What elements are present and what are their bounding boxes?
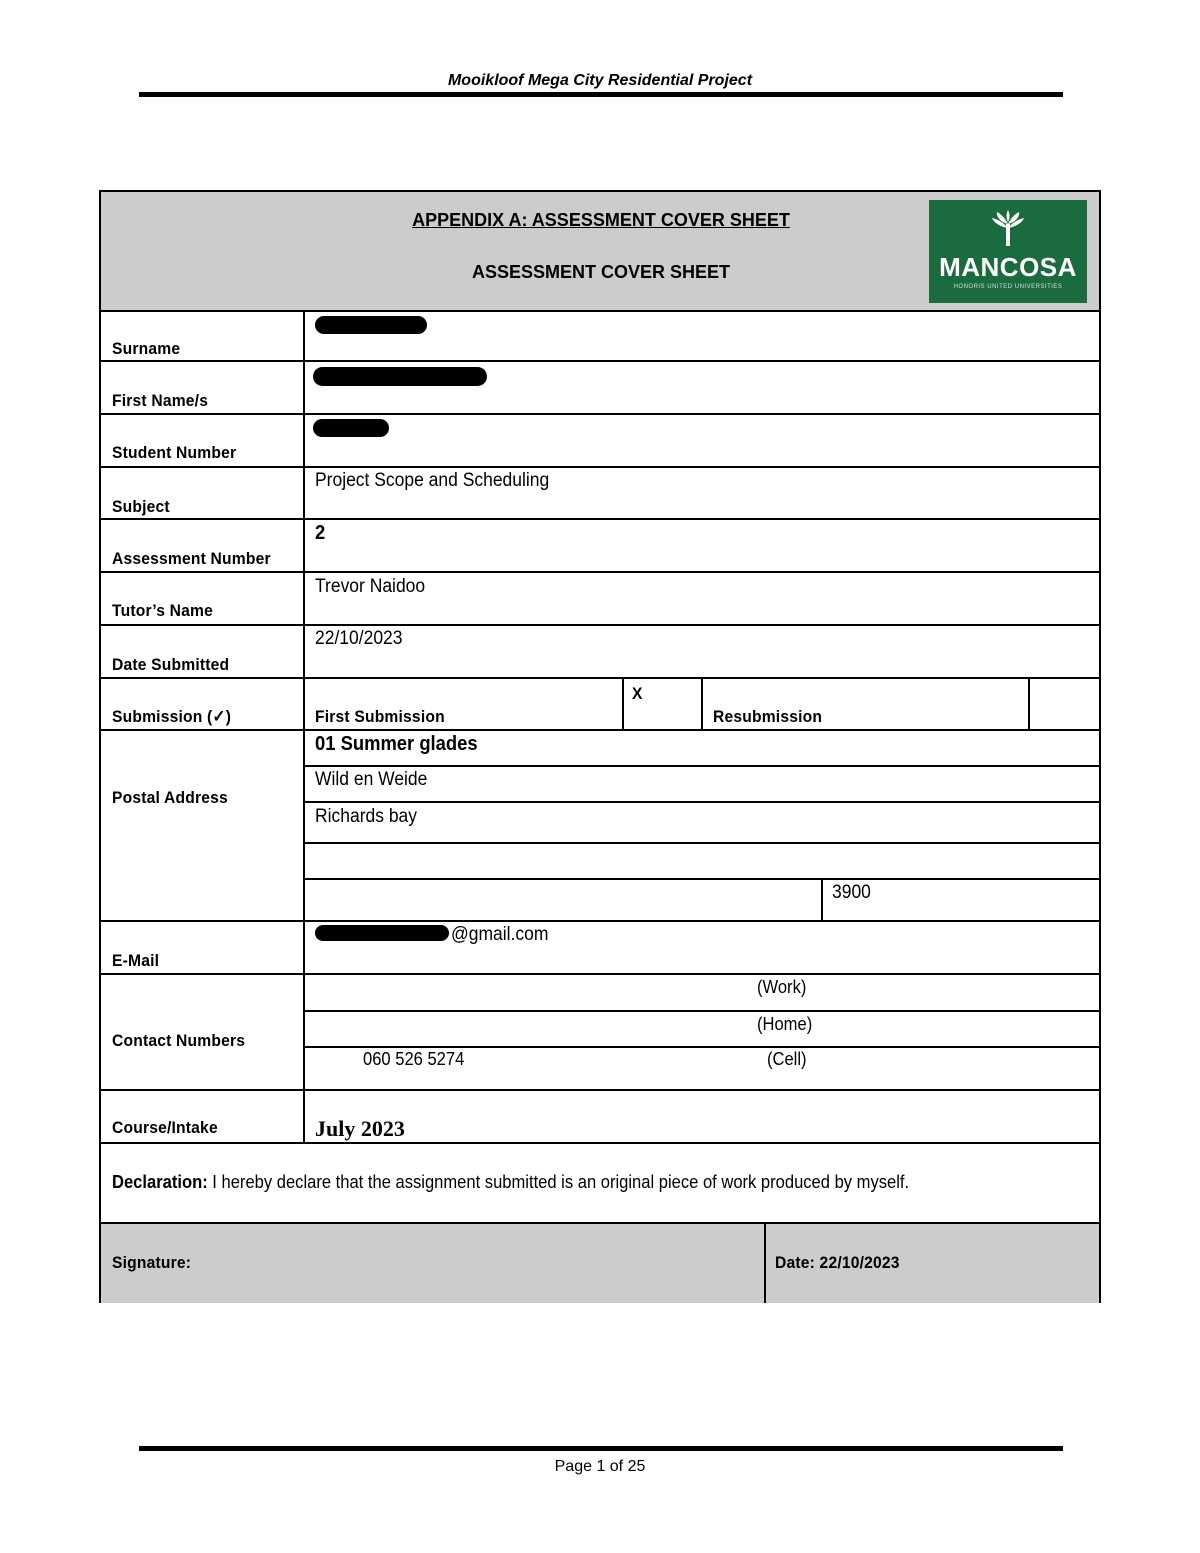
- row-rule: [303, 765, 1099, 767]
- home-phone-label: (Home): [757, 1014, 813, 1034]
- signature-label: Signature:: [112, 1253, 192, 1272]
- mancosa-tree-icon: [988, 210, 1028, 250]
- row-rule: [101, 310, 1099, 312]
- form-title: APPENDIX A: ASSESSMENT COVER SHEET: [412, 210, 790, 230]
- postal-line-3: Richards bay: [315, 806, 418, 827]
- tutor-name-label: Tutor’s Name: [112, 601, 213, 620]
- page-footer: Page 1 of 25: [554, 1458, 646, 1475]
- course-intake-label: Course/Intake: [112, 1118, 218, 1137]
- assessment-number-value: 2: [315, 522, 326, 544]
- email-local-redacted: [315, 925, 449, 941]
- row-rule: [101, 1222, 1099, 1224]
- row-rule: [101, 624, 1099, 626]
- column-rule: [764, 1222, 766, 1303]
- assessment-cover-sheet: [99, 190, 1101, 1303]
- resubmission-label: Resubmission: [713, 707, 823, 726]
- postal-address-label: Postal Address: [112, 788, 228, 807]
- row-rule: [101, 466, 1099, 468]
- cell-phone-number: 060 526 5274: [363, 1049, 465, 1069]
- signature-band: [101, 1223, 1099, 1303]
- subject-value: Project Scope and Scheduling: [315, 470, 550, 491]
- surname-label: Surname: [112, 339, 181, 358]
- row-rule: [101, 518, 1099, 520]
- email-domain: @gmail.com: [451, 924, 549, 945]
- first-submission-label: First Submission: [315, 707, 445, 726]
- row-rule: [101, 920, 1099, 922]
- resubmission-checkbox[interactable]: [1039, 684, 1085, 714]
- postal-line-2: Wild en Weide: [315, 769, 428, 790]
- tutor-name-value: Trevor Naidoo: [315, 576, 426, 597]
- column-rule: [821, 878, 823, 920]
- date-submitted-label: Date Submitted: [112, 655, 230, 674]
- row-rule: [101, 1089, 1099, 1091]
- email-label: E-Mail: [112, 951, 160, 970]
- assessment-number-label: Assessment Number: [112, 549, 271, 568]
- contact-numbers-label: Contact Numbers: [112, 1031, 246, 1050]
- footer-rule: [139, 1446, 1063, 1451]
- first-names-label: First Name/s: [112, 391, 209, 410]
- postal-code: 3900: [832, 882, 871, 903]
- declaration: [112, 1172, 909, 1193]
- header-rule: [139, 92, 1063, 97]
- student-number-redacted: [313, 419, 389, 437]
- row-rule: [303, 1010, 1099, 1012]
- column-rule: [303, 310, 305, 1142]
- subject-label: Subject: [112, 497, 170, 516]
- cell-phone-label: (Cell): [767, 1049, 807, 1069]
- student-number-label: Student Number: [112, 443, 237, 462]
- row-rule: [303, 842, 1099, 844]
- row-rule: [303, 801, 1099, 803]
- row-rule: [101, 677, 1099, 679]
- signature-date: Date: 22/10/2023: [775, 1253, 900, 1272]
- mancosa-logo: [929, 200, 1087, 303]
- date-submitted-value: 22/10/2023: [315, 628, 403, 649]
- row-rule: [101, 729, 1099, 731]
- logo-name: MANCOSA: [939, 252, 1077, 282]
- surname-redacted: [315, 316, 427, 334]
- course-intake-value: July 2023: [315, 1116, 405, 1141]
- column-rule: [622, 677, 624, 729]
- row-rule: [101, 360, 1099, 362]
- first-names-redacted: [313, 367, 487, 386]
- work-phone-label: (Work): [757, 977, 807, 997]
- submission-label: Submission (✓): [112, 707, 232, 726]
- column-rule: [701, 677, 703, 729]
- column-rule: [1028, 677, 1030, 729]
- row-rule: [101, 1142, 1099, 1144]
- row-rule: [101, 973, 1099, 975]
- first-submission-checkbox[interactable]: X: [632, 684, 643, 703]
- row-rule: [303, 1046, 1099, 1048]
- declaration-text: I hereby declare that the assignment submitted is an original piece of work produced by myself.: [207, 1172, 910, 1192]
- logo-tagline: HONORIS UNITED UNIVERSITIES: [953, 284, 1063, 290]
- row-rule: [101, 413, 1099, 415]
- postal-line-1: 01 Summer glades: [315, 733, 478, 755]
- row-rule: [303, 878, 1099, 880]
- form-subtitle: ASSESSMENT COVER SHEET: [471, 262, 731, 282]
- declaration-label: Declaration:: [112, 1172, 208, 1192]
- row-rule: [101, 571, 1099, 573]
- page-header: Mooikloof Mega City Residential Project: [447, 72, 753, 89]
